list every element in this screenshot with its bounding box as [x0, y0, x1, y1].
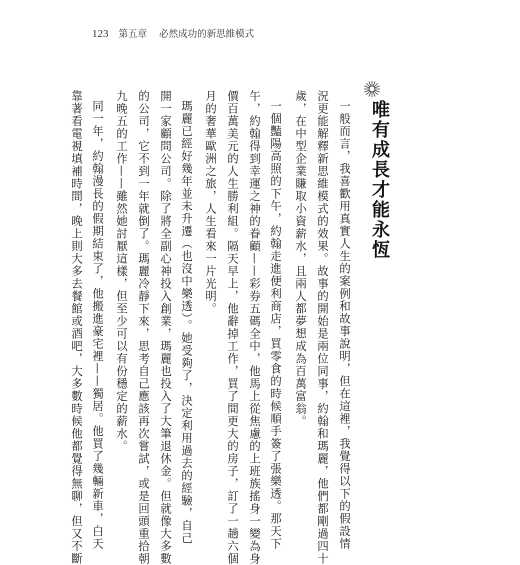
text-column: 月的奢華歐洲之旅，人生看來一片光明。 [204, 90, 217, 315]
text-column: 歲，在中型企業賺取小資薪水，且兩人都夢想成為百萬富翁。 [294, 90, 307, 428]
chapter-title: 必然成功的新思維模式 [159, 29, 255, 40]
page-number: 123 [92, 28, 109, 40]
text-column: 開一家顧問公司。除了將全副心神投入創業，瑪麗也投入了大筆退休金。但就像大多數 [159, 90, 172, 565]
section-title: 唯有成長才能永恆 [369, 100, 390, 260]
text-column: 況更能解釋新思維模式的效果。故事的開始是兩位同事，約翰和瑪麗，他們都剛過四十 [316, 90, 329, 565]
text-column: 九晚五的工作——雖然她討厭這樣，但至少可以有份穩定的薪水。 [115, 90, 128, 453]
sunburst-ornament-icon [363, 80, 381, 98]
text-column: 午，約翰得到幸運之神的眷顧——彩券五碼全中，他馬上從焦慮的上班族搖身一變為身 [248, 90, 261, 565]
text-column: 一般而言，我喜歡用真實人生的案例和故事說明，但在這裡，我覺得以下的假設情 [338, 100, 351, 550]
text-column: 價百萬美元的人生勝利組。隔天早上，他辭掉工作，買了間更大的房子，訂了一趟六個 [226, 90, 239, 565]
running-header [92, 26, 254, 40]
text-column: 的公司，它不到一年就倒了。瑪麗冷靜下來，思考自己應該再次嘗試，或是回頭重拾朝 [137, 90, 150, 565]
chapter-label: 第五章 [118, 29, 148, 40]
text-column: 同一年，約翰漫長的假期結束了，他搬進豪宅裡——獨居。他買了幾輛新車，白天 [91, 100, 104, 550]
text-column: 瑪麗已經好幾年並未升遷（也沒中樂透）。她受夠了，決定利用過去的經驗，自己 [180, 100, 193, 545]
text-column: 靠著看電視填補時間，晚上則大多去餐館或酒吧，大多數時候他都覺得無聊，但又不斷 [70, 90, 83, 565]
text-column: 一個豔陽高照的下午，約翰走進便利商店，買零食的時候順手簽了張樂透。那天下 [269, 100, 282, 550]
